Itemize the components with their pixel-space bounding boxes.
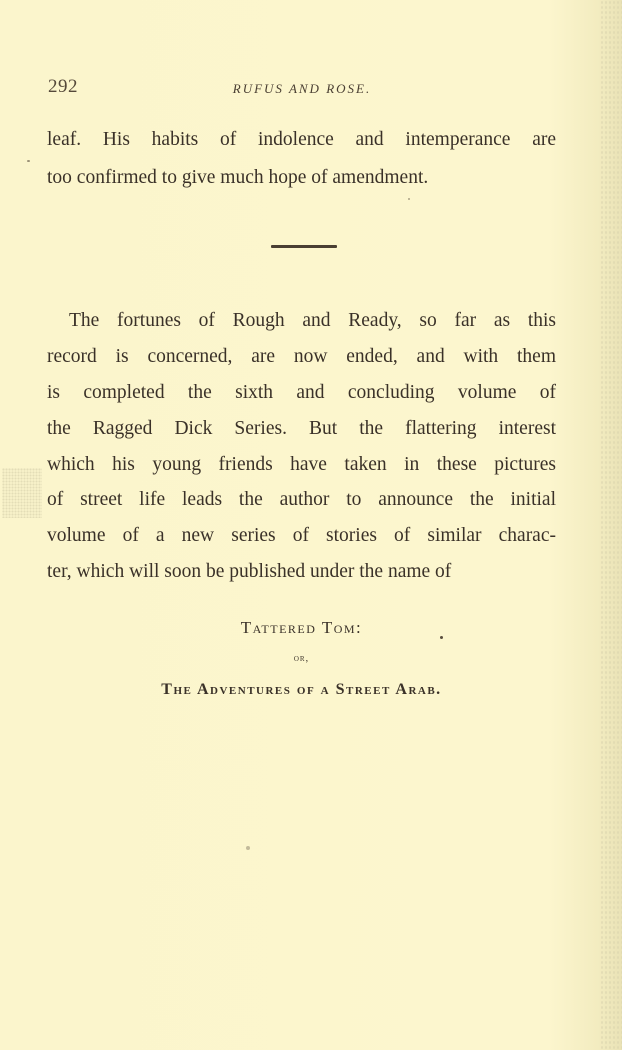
running-title: RUFUS AND ROSE. [232, 81, 372, 96]
text-line: ter, which will soon be published under the name of [47, 561, 452, 582]
text-line: too confirmed to give much hope of amendment. [47, 167, 429, 188]
text-line: The fortunes of Rough and Ready, so far as this [69, 310, 556, 331]
ink-speck [440, 636, 443, 639]
page-header [48, 76, 556, 100]
ink-speck [27, 160, 30, 162]
text-line: is completed the sixth and concluding volume of [47, 382, 556, 403]
page-number: 292 [48, 76, 78, 97]
paper-stain [2, 468, 42, 518]
text-line: record is concerned, are now ended, and with them [47, 346, 556, 367]
text-line: which his young friends have taken in these pictures [47, 454, 556, 475]
page-edge-texture [600, 0, 622, 1050]
text-line: volume of a new series of stories of similar charac- [47, 525, 556, 546]
ink-speck [246, 846, 250, 850]
section-divider [271, 245, 337, 248]
text-line: the Ragged Dick Series. But the flattering interest [47, 418, 556, 439]
text-line: leaf. His habits of indolence and intemperance are [47, 129, 556, 150]
book-subtitle: The Adventures of a Street Arab. [161, 681, 442, 698]
book-title: Tattered Tom: [240, 618, 363, 637]
title-connector: or, [293, 653, 310, 664]
text-line: of street life leads the author to announce the initial [47, 489, 556, 510]
ink-speck [408, 198, 410, 200]
